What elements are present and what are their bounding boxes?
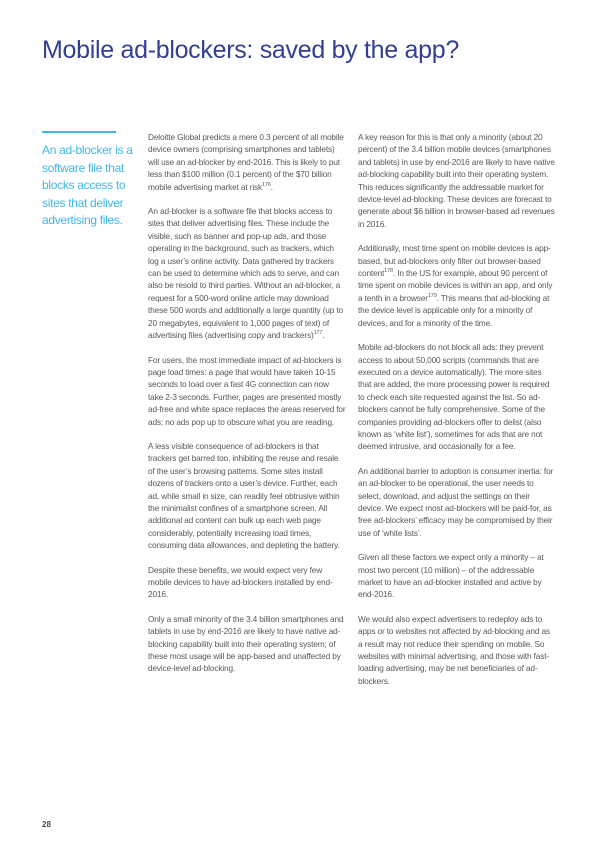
body-paragraph: Despite these benefits, we would expect very few mobile devices to have ad-blockers installed by end-2016. <box>148 564 333 600</box>
body-paragraph: Mobile ad-blockers do not block all ads: they prevent access to about 50,000 scripts (commands that are executed on a device automatically). The more sites that are added, the more processing power is required to check each site requested against the list. So ad-blockers cannot be fully comprehensive. Some of the companies providing ad-blockers offer to delist (also known as ‘white list’), sometimes for ads that are not deemed intrusive, and occasionally for a fee. <box>358 342 550 452</box>
footnote-reference: 176 <box>262 181 271 188</box>
footnote-reference: 178 <box>384 268 393 275</box>
body-paragraph: For users, the most immediate impact of ad-blockers is page load times: a page that would have taken 10-15 seconds to load over a fast 4G connection can now take 2-3 seconds. Further, pages are presented mostly ad-free and white space replaces the areas reserved for ads; no ads pop up to obscure what you are reading. <box>148 354 346 427</box>
page-title: Mobile ad-blockers: saved by the app? <box>42 36 459 64</box>
body-paragraph: Additionally, most time spent on mobile devices is app-based, but ad-blockers only filter out browser-based content$^{178}$. In the US for example, about 90 percent of time spent on mobile devices is within an app, and only a tenth in a browser$^{179}$. This means that ad-blocking at the device level is applicable only for a minority of devices, and for a minority of the time. <box>358 243 553 328</box>
body-paragraph: A key reason for this is that only a minority (about 20 percent) of the 3.4 billion mobile devices (smartphones and tablets) in use by end-2016 are likely to have native ad-blocking capability built into their operating system. This reduces significantly the addressable market for device-level ad-blocking. These devices are forecast to generate about $6 billion in browser-based ad revenues in 2016. <box>358 132 555 229</box>
body-paragraph: An ad-blocker is a software file that blocks access to sites that deliver advertising files. These include the visible, such as banner and pop-up ads, and those operating in the background, such as trackers, which log a user’s online activity. Data gathered by trackers can be used to determine which ads to serve, and can also be resold to third parties. Without an ad-blocker, a request for a 500-word online article may download these 500 words and additionally a large quantity (up to 20 megabytes, equivalent to 1,000 pages of text) of advertising files (advertising copy and trackers)$^{177}$. <box>148 206 344 341</box>
pull-quote <box>42 131 144 230</box>
pull-quote-rule <box>42 131 116 133</box>
body-column-1 <box>148 131 346 687</box>
pull-quote-text: An ad-blocker is a software file that blocks access to sites that deliver advertising files. <box>42 143 133 227</box>
footnote-reference: 177 <box>313 330 323 337</box>
body-column-2 <box>358 131 556 699</box>
body-paragraph: A less visible consequence of ad-blockers is that trackers get barred too, inhibiting the reuse and resale of the user’s browsing patterns. Some sites install dozens of trackers onto a user’s device. Further, each ad, while small in size, can readily feel obtrusive within the minimalist confines of a smartphone screen. All additional ad content can bulk up each web page considerably, potentially increasing load times, consuming data allowances, and depleting the battery. <box>148 440 340 551</box>
body-paragraph: An additional barrier to adoption is consumer inertia: for an ad-blocker to be operational, the user needs to select, download, and adjust the settings on their device. We expect most ad-blockers will be paid-for, as free ad-blockers’ efficacy may be compromised by their use of ‘white lists’. <box>358 465 554 538</box>
body-paragraph: We would also expect advertisers to redeploy ads to apps or to websites not affected by ad-blocking and as a result may not reduce their spending on mobile. So websites with minimal advertising, and those with fast-loading advertising, may be net beneficiaries of ad-blockers. <box>358 613 550 686</box>
body-paragraph: Only a small minority of the 3.4 billion smartphones and tablets in use by end-2016 are likely to have native ad-blocking capability built into their operating system; of these most usage will be app-based and unaffected by device-level ad-blocking. <box>148 613 344 674</box>
body-paragraph: Given all these factors we expect only a minority – at most two percent (10 million) – of the addressable market to have an ad-blocker installed and active by end-2016. <box>358 552 544 600</box>
body-paragraph: Deloitte Global predicts a mere 0.3 percent of all mobile device owners (comprising smartphones and tablets) will use an ad-blocker by end-2016. This is likely to put less than $100 million (0.1 percent) of the $70 billion mobile advertising market at risk$^{176}$. <box>148 132 344 192</box>
footnote-reference: 179 <box>427 293 437 300</box>
page-number: 28 <box>42 820 51 829</box>
